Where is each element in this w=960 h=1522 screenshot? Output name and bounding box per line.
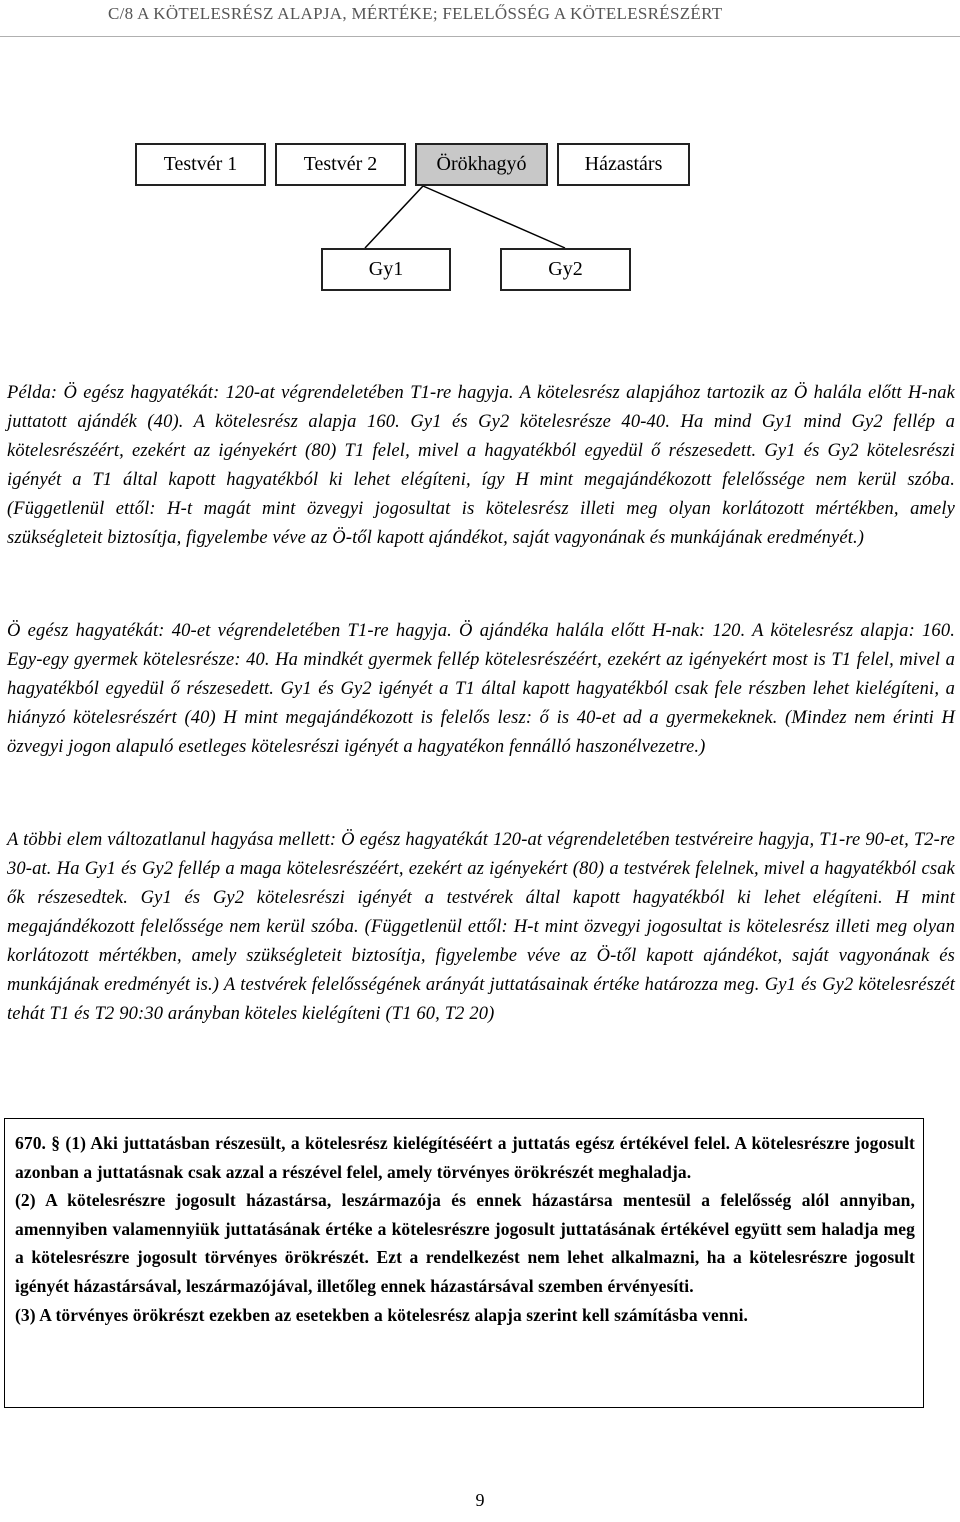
statute-section-3: (3) A törvényes örökrészt ezekben az esetekben a kötelesrész alapja szerint kell számításba venni. bbox=[15, 1304, 749, 1325]
example-paragraph-1: Példa: Ö egész hagyatékát: 120-at végrendeletében T1-re hagyja. A kötelesrész alapjához tartozik az Ö halála előtt H-nak juttatott ajándék (40). A kötelesrész alapja 160. Gy1 és Gy2 kötelesrésze 40-40. Ha mind Gy1 mind Gy2 fellép a kötelesrészéért, ezekért az igényekért (80) T1 felel, mivel a hagyatékból egyedül ő részesedett. Gy1 és Gy2 kötelesrészi igényét a T1 által kapott hagyatékból ki lehet elégíteni, így H mint megajándékozott felelőssége nem kerül szóba. (Függetlenül ettől: H-t magát mint özvegyi jogosultat is kötelesrész illeti meg olyan korlátozott mértékben, amely szükségleteit biztosítja, figyelembe véve az Ö-től kapott ajándékot, saját vagyonának és munkájának eredményét.) bbox=[7, 383, 955, 548]
node-gy1: Gy1 bbox=[321, 248, 451, 291]
page-number: 9 bbox=[475, 1490, 485, 1510]
connector-right bbox=[423, 186, 565, 248]
example-paragraph-2: Ö egész hagyatékát: 40-et végrendeletében T1-re hagyja. Ö ajándéka halála előtt H-nak: 120. A kötelesrész alapja: 160. Egy-egy gyermek kötelesrésze: 40. Ha mindkét gyermek fellép kötelesrészéért, ezekért az igényekért most is T1 felel, mivel a hagyatékból egyedül ő részesedett. Gy1 és Gy2 igényét a T1 által kapott hagyatékból csak fele részben lehet kielégíteni, a hiányzó kötelesrészért (40) H mint megajándékozott is felelős lesz: ő is 40-et ad a gyermekeknek. (Mindez nem érinti H özvegyi jogon alapuló esetleges kötelesrészi igényét a hagyatékon fennálló haszonélvezetre.) bbox=[7, 621, 955, 757]
node-hazastars: Házastárs bbox=[557, 143, 690, 186]
node-testver-2: Testvér 2 bbox=[275, 143, 406, 186]
running-header: C/8 A KÖTELESRÉSZ ALAPJA, MÉRTÉKE; FELELŐSSÉG A KÖTELESRÉSZÉRT bbox=[108, 4, 723, 23]
statute-section-1: 670. § (1) Aki juttatásban részesült, a kötelesrész kielégítéséért a juttatás egész értékével felel. A kötelesrészre jogosult azonban a juttatásnak csak azzal a részével felel, amely törvényes örökrészét meghaladja. bbox=[15, 1133, 915, 1182]
statute-box bbox=[4, 1118, 924, 1408]
example-paragraph-3: A többi elem változatlanul hagyása mellett: Ö egész hagyatékát 120-at végrendeletében testvéreire hagyja, T1-re 90-et, T2-re 30-at. Ha Gy1 és Gy2 fellép a maga kötelesrészéért, ezekért az igényekért (80) a testvérek felelnek, mivel a hagyatékból csak ők részesedtek. Gy1 és Gy2 kötelesrészi igényét a testvérek által kapott hagyatékból ki lehet elégíteni. H mint megajándékozott felelőssége nem kerül szóba. (Függetlenül ettől: H-t mint özvegyi jogosultat is kötelesrész illeti meg olyan korlátozott mértékben, amely szükségleteit biztosítja, figyelembe véve az Ö-től kapott ajándékot, saját vagyonának és munkájának eredményét is.) A testvérek felelősségének arányát juttatásainak értéke határozza meg. Gy1 és Gy2 kötelesrészét tehát T1 és T2 90:30 arányban köteles kielégíteni (T1 60, T2 20) bbox=[7, 830, 955, 1024]
node-orokhagyo: Örökhagyó bbox=[415, 143, 548, 186]
node-testver-1: Testvér 1 bbox=[135, 143, 266, 186]
node-gy2: Gy2 bbox=[500, 248, 631, 291]
connector-left bbox=[365, 186, 423, 248]
statute-section-2: (2) A kötelesrészre jogosult házastársa, leszármazója és ennek házastársa mentesül a felelősség alól annyiban, amennyiben valamennyiük juttatásának értéke a kötelesrészre jogosult juttatásának értékével együtt sem haladja meg a kötelesrészre jogosult törvényes örökrészét. Ezt a rendelkezést nem lehet alkalmazni, ha a kötelesrészre jogosult igényét házastársával, leszármazójával, illetőleg ennek házastársával szemben érvényesíti. bbox=[15, 1190, 915, 1296]
